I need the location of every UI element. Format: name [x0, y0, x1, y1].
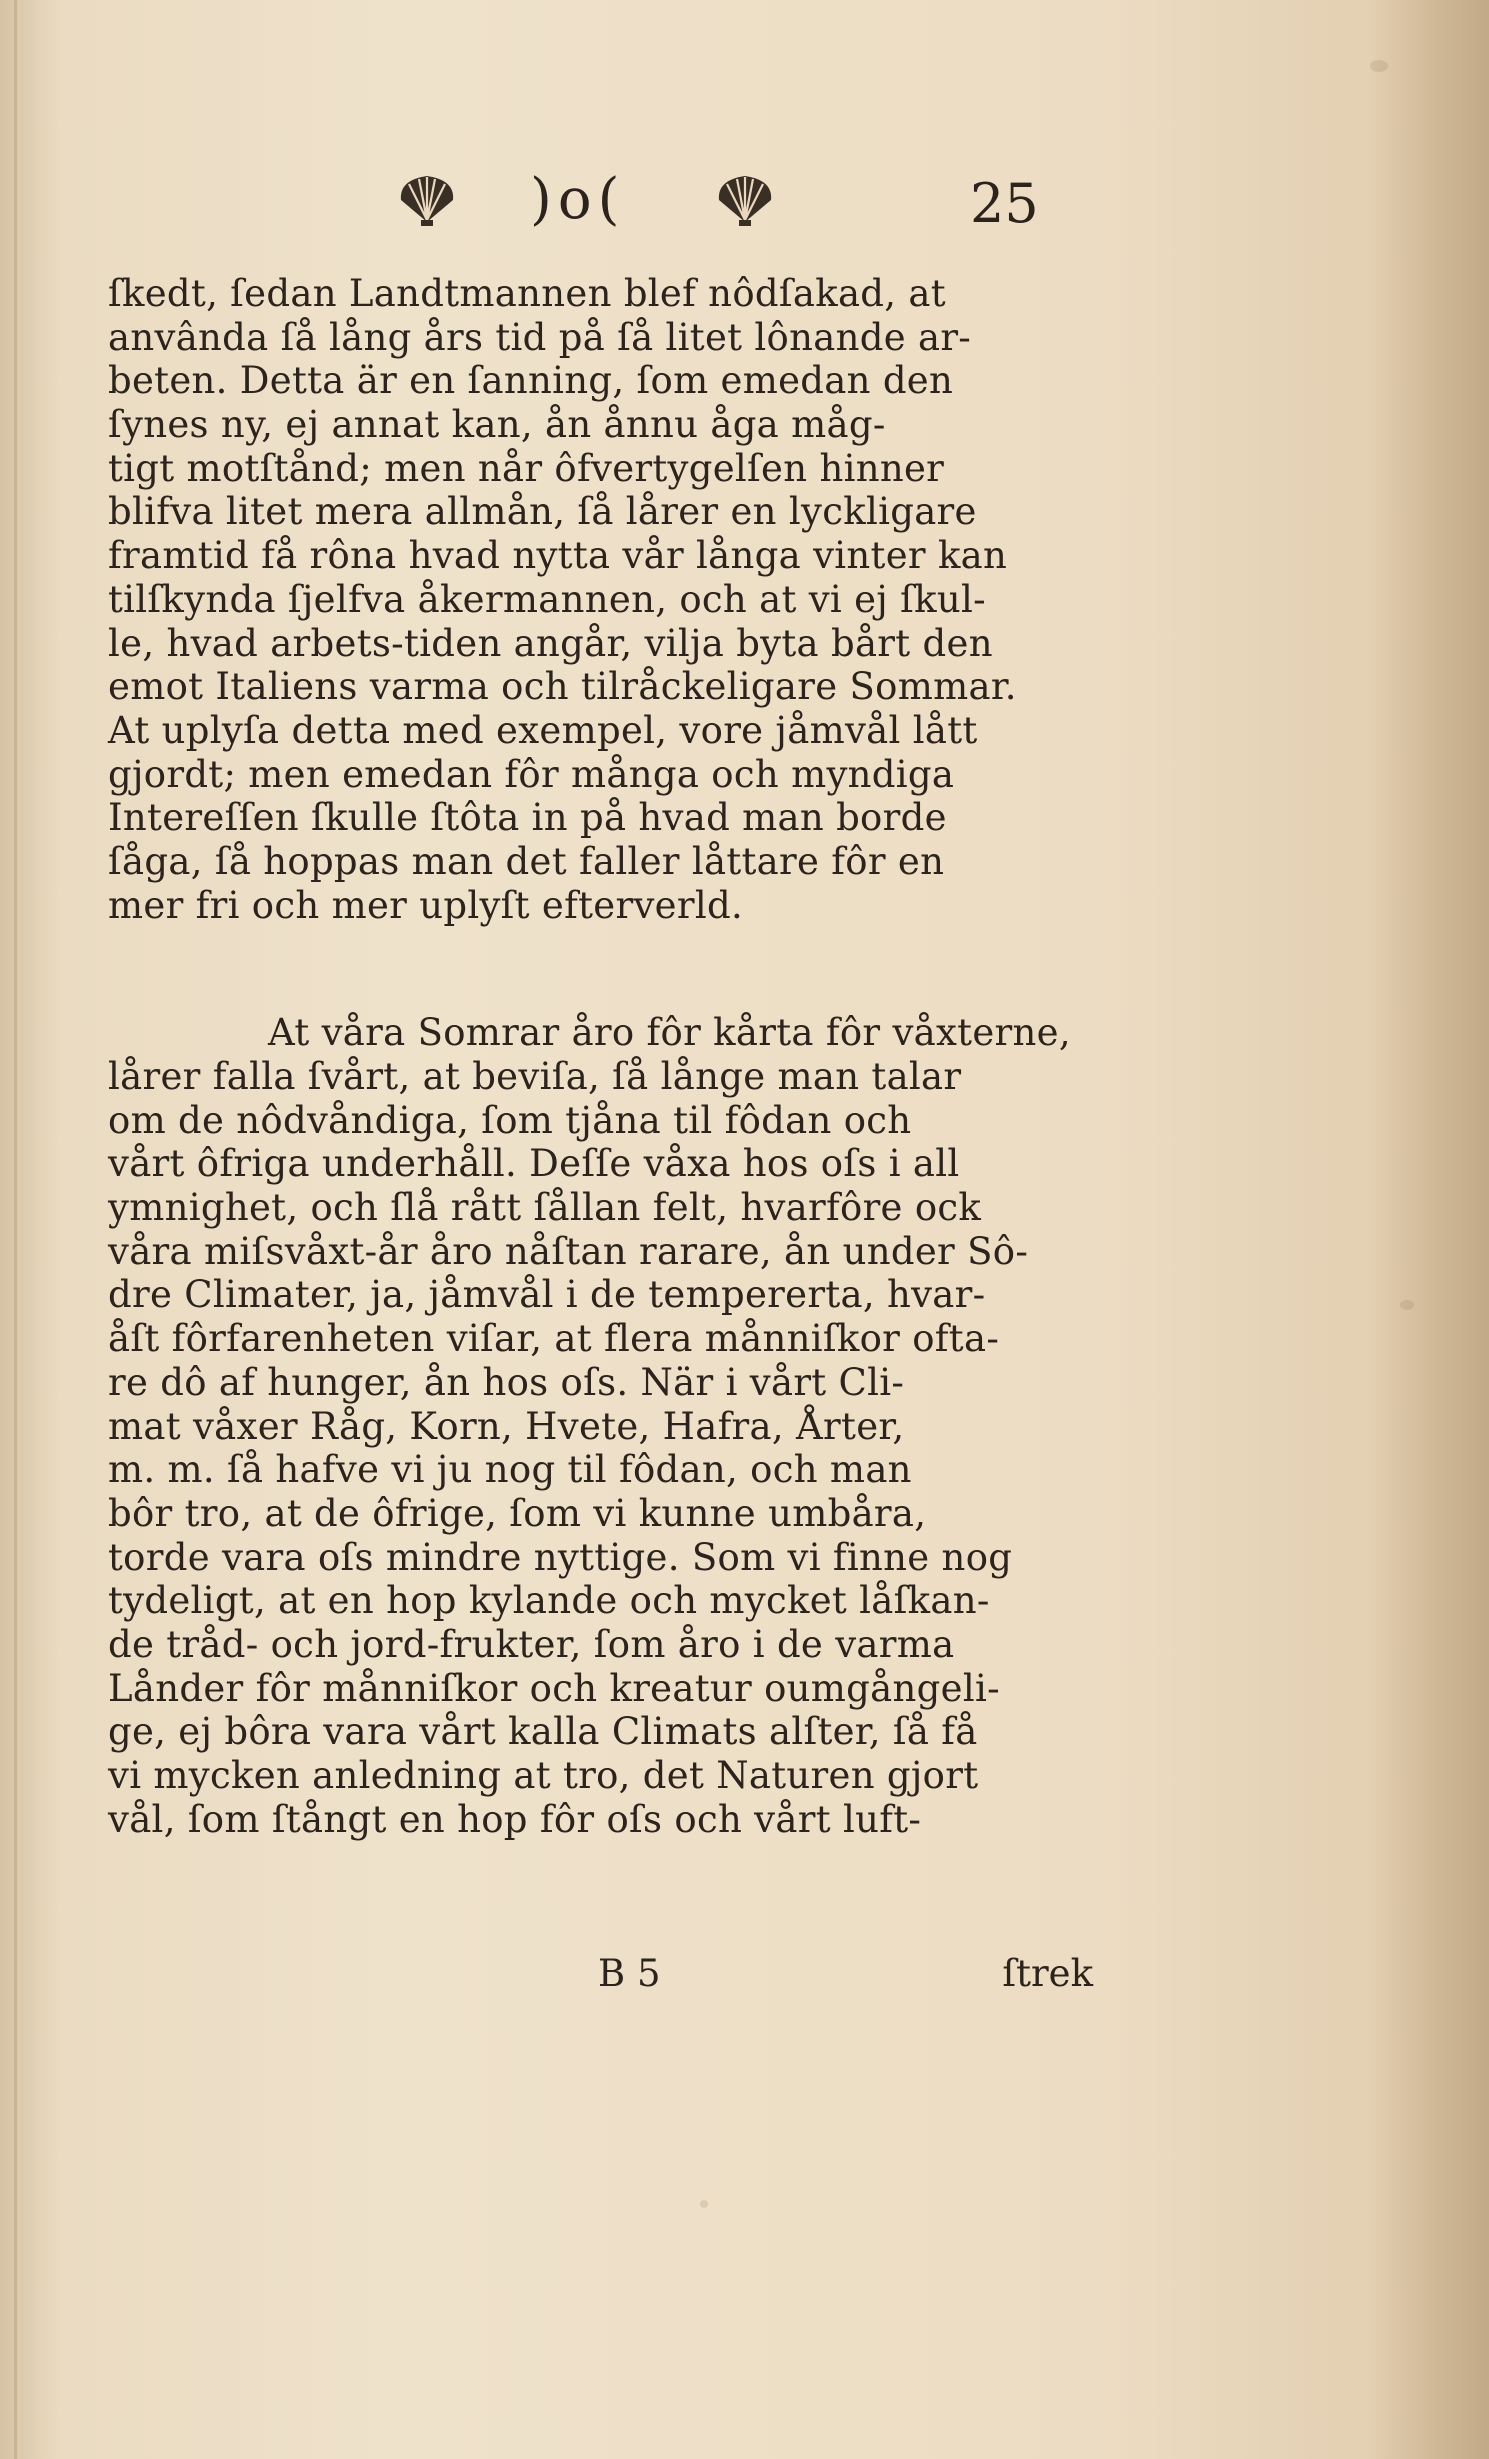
text-line: om de nôdvåndiga, ſom tjåna til fôdan och — [108, 1098, 912, 1142]
text-line: At uplyſa detta med exempel, vore jåmvål lått — [108, 708, 978, 752]
catchword: ſtrek — [1002, 1952, 1093, 1995]
text-line: framtid få rôna hvad nytta vår långa vinter kan — [108, 534, 1008, 578]
text-line: anvânda ſå lång års tid på ſå litet lônande ar- — [108, 315, 972, 359]
text-line: Intereſſen ſkulle ſtôta in på hvad man borde — [108, 796, 947, 840]
text-line: tigt motſtånd; men når ôfvertygelſen hinner — [108, 446, 945, 490]
paper-spot — [700, 2200, 708, 2208]
shell-ornament-icon — [713, 170, 777, 230]
text-line: vi mycken anledning at tro, det Naturen gjort — [108, 1754, 979, 1797]
text-line: At våra Somrar åro fôr kårta fôr våxterne, — [268, 1011, 1071, 1055]
text-line: mat våxer Råg, Korn, Hvete, Hafra, Årter, — [108, 1404, 905, 1448]
text-line: blifva litet mera allmån, ſå lårer en lyckligare — [108, 490, 977, 534]
running-header — [395, 167, 1085, 240]
paper-spot — [1400, 1300, 1414, 1310]
text-line: ge, ej bôra vara vårt kalla Climats alſter, ſå få — [108, 1710, 978, 1754]
text-line: ſynes ny, ej annat kan, ån ånnu åga måg- — [108, 403, 886, 447]
text-line: åſt fôrfarenheten viſar, at flera månniſkor ofta- — [108, 1317, 1000, 1361]
paper-spot — [1370, 60, 1388, 72]
text-line: vål, ſom ſtångt en hop fôr oſs och vårt luft- — [108, 1797, 922, 1841]
body-text — [108, 272, 1093, 1841]
shell-ornament-icon — [395, 170, 459, 230]
text-line: le, hvad arbets-tiden angår, vilja byta bårt den — [108, 621, 993, 665]
page-footer — [108, 1952, 1093, 1996]
signature-mark: B 5 — [598, 1952, 661, 1995]
text-line: de tråd- och jord-frukter, ſom åro i de varma — [108, 1622, 955, 1666]
text-line: lårer falla ſvårt, at beviſa, ſå långe man talar — [108, 1055, 962, 1098]
text-line: dre Climater, ja, jåmvål i de tempererta, hvar- — [108, 1273, 986, 1317]
page-number: 25 — [970, 172, 1039, 235]
text-line: ſkedt, ſedan Landtmannen blef nôdſakad, at — [108, 272, 946, 315]
text-line: ſåga, ſå hoppas man det faller låttare fôr en — [108, 839, 945, 883]
page-edge-shadow — [1369, 0, 1489, 2459]
text-line: tilſkynda ſjelfva åkermannen, och at vi ej ſkul- — [108, 577, 986, 621]
text-line: re dô af hunger, ån hos oſs. När i vårt Cli- — [108, 1360, 905, 1404]
text-line: m. m. ſå hafve vi ju nog til fôdan, och man — [108, 1448, 912, 1492]
header-mark: )o( — [530, 167, 626, 232]
text-line: gjordt; men emedan fôr många och myndiga — [108, 752, 955, 796]
paragraph-1 — [108, 272, 1093, 927]
text-line: våra miſsvåxt-år åro nåſtan rarare, ån under Sô- — [108, 1229, 1029, 1273]
text-line: mer fri och mer uplyſt efterverld. — [108, 883, 744, 927]
text-line: Lånder fôr månniſkor och kreatur oumgångeli- — [108, 1666, 1000, 1710]
text-line: vårt ôfriga underhåll. Deſſe våxa hos oſs i all — [108, 1142, 960, 1186]
paragraph-2 — [108, 1011, 1093, 1841]
text-line: bôr tro, at de ôfrige, ſom vi kunne umbåra, — [108, 1491, 927, 1535]
text-line: emot Italiens varma och tilråckeligare Sommar. — [108, 665, 1017, 709]
text-line: tydeligt, at en hop kylande och mycket låſkan- — [108, 1579, 990, 1623]
paragraph-spacing — [108, 927, 1093, 1011]
text-line: torde vara oſs mindre nyttige. Som vi finne nog — [108, 1535, 1013, 1579]
text-line: beten. Detta är en ſanning, ſom emedan den — [108, 359, 954, 403]
text-line: ymnighet, och ſlå rått ſållan felt, hvarfôre ock — [108, 1186, 982, 1230]
binding-gutter — [14, 0, 17, 2459]
